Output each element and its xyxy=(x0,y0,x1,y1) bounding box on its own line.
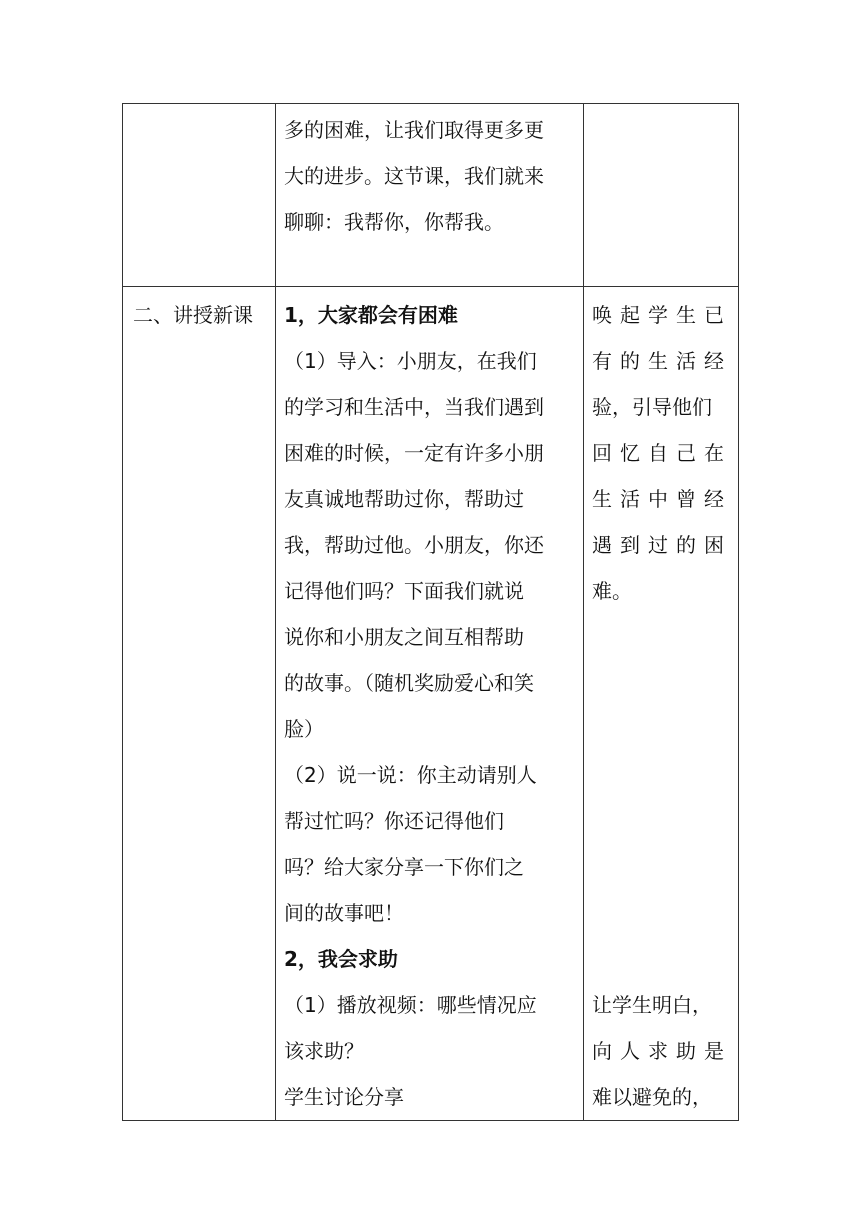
intent-line xyxy=(592,109,738,155)
intent-line: 向人求助是 xyxy=(592,1039,732,1063)
content-line: 帮过忙吗？你还记得他们 xyxy=(284,809,504,833)
intent-line: 难。 xyxy=(592,579,632,603)
intent-line: 生活中曾经 xyxy=(592,487,732,511)
content-line: 大的进步。这节课，我们就来 xyxy=(284,164,544,188)
content-line: 吗？给大家分享一下你们之 xyxy=(284,855,524,879)
content-line: 该求助？ xyxy=(284,1039,364,1063)
table-row xyxy=(123,104,739,287)
content-line: 困难的时候，一定有许多小朋 xyxy=(284,441,544,465)
intent-line: 遇到过的困 xyxy=(592,533,732,557)
table-row xyxy=(123,287,739,1121)
intent-cell xyxy=(584,287,739,1121)
content-line: 记得他们吗？下面我们就说 xyxy=(284,579,524,603)
content-line: （2）说一说：你主动请别人 xyxy=(284,763,537,787)
content-line: 多的困难，让我们取得更多更 xyxy=(284,118,544,142)
stage-cell xyxy=(123,104,276,287)
content-line: 的故事。（随机奖励爱心和笑 xyxy=(284,671,534,695)
intent-spacer xyxy=(592,614,738,982)
content-line: 脸） xyxy=(284,717,324,741)
content-line: 友真诚地帮助过你，帮助过 xyxy=(284,487,524,511)
section-heading: 2，我会求助 xyxy=(284,947,398,971)
intent-line: 回忆自己在 xyxy=(592,441,732,465)
content-line: 说你和小朋友之间互相帮助 xyxy=(284,625,524,649)
intent-line: 有的生活经 xyxy=(592,349,732,373)
intent-line: 难以避免的， xyxy=(592,1085,712,1109)
content-line: （1）导入：小朋友，在我们 xyxy=(284,349,537,373)
intent-line: 验，引导他们 xyxy=(592,395,712,419)
content-line: 的学习和生活中，当我们遇到 xyxy=(284,395,544,419)
content-cell xyxy=(276,104,584,287)
content-line: 聊聊：我帮你，你帮我。 xyxy=(284,210,504,234)
intent-line: 让学生明白， xyxy=(592,993,712,1017)
intent-line: 唤起学生已 xyxy=(592,303,732,327)
intent-cell xyxy=(584,104,739,287)
content-line: 间的故事吧！ xyxy=(284,901,404,925)
content-line: 我，帮助过他。小朋友，你还 xyxy=(284,533,544,557)
section-heading: 1，大家都会有困难 xyxy=(284,303,458,327)
stage-cell xyxy=(123,287,276,1121)
content-line: 学生讨论分享 xyxy=(284,1085,404,1109)
content-cell xyxy=(276,287,584,1121)
stage-label xyxy=(133,109,275,155)
stage-label: 二、讲授新课 xyxy=(133,303,253,327)
lesson-plan-table xyxy=(122,103,739,1121)
content-line: （1）播放视频：哪些情况应 xyxy=(284,993,537,1017)
